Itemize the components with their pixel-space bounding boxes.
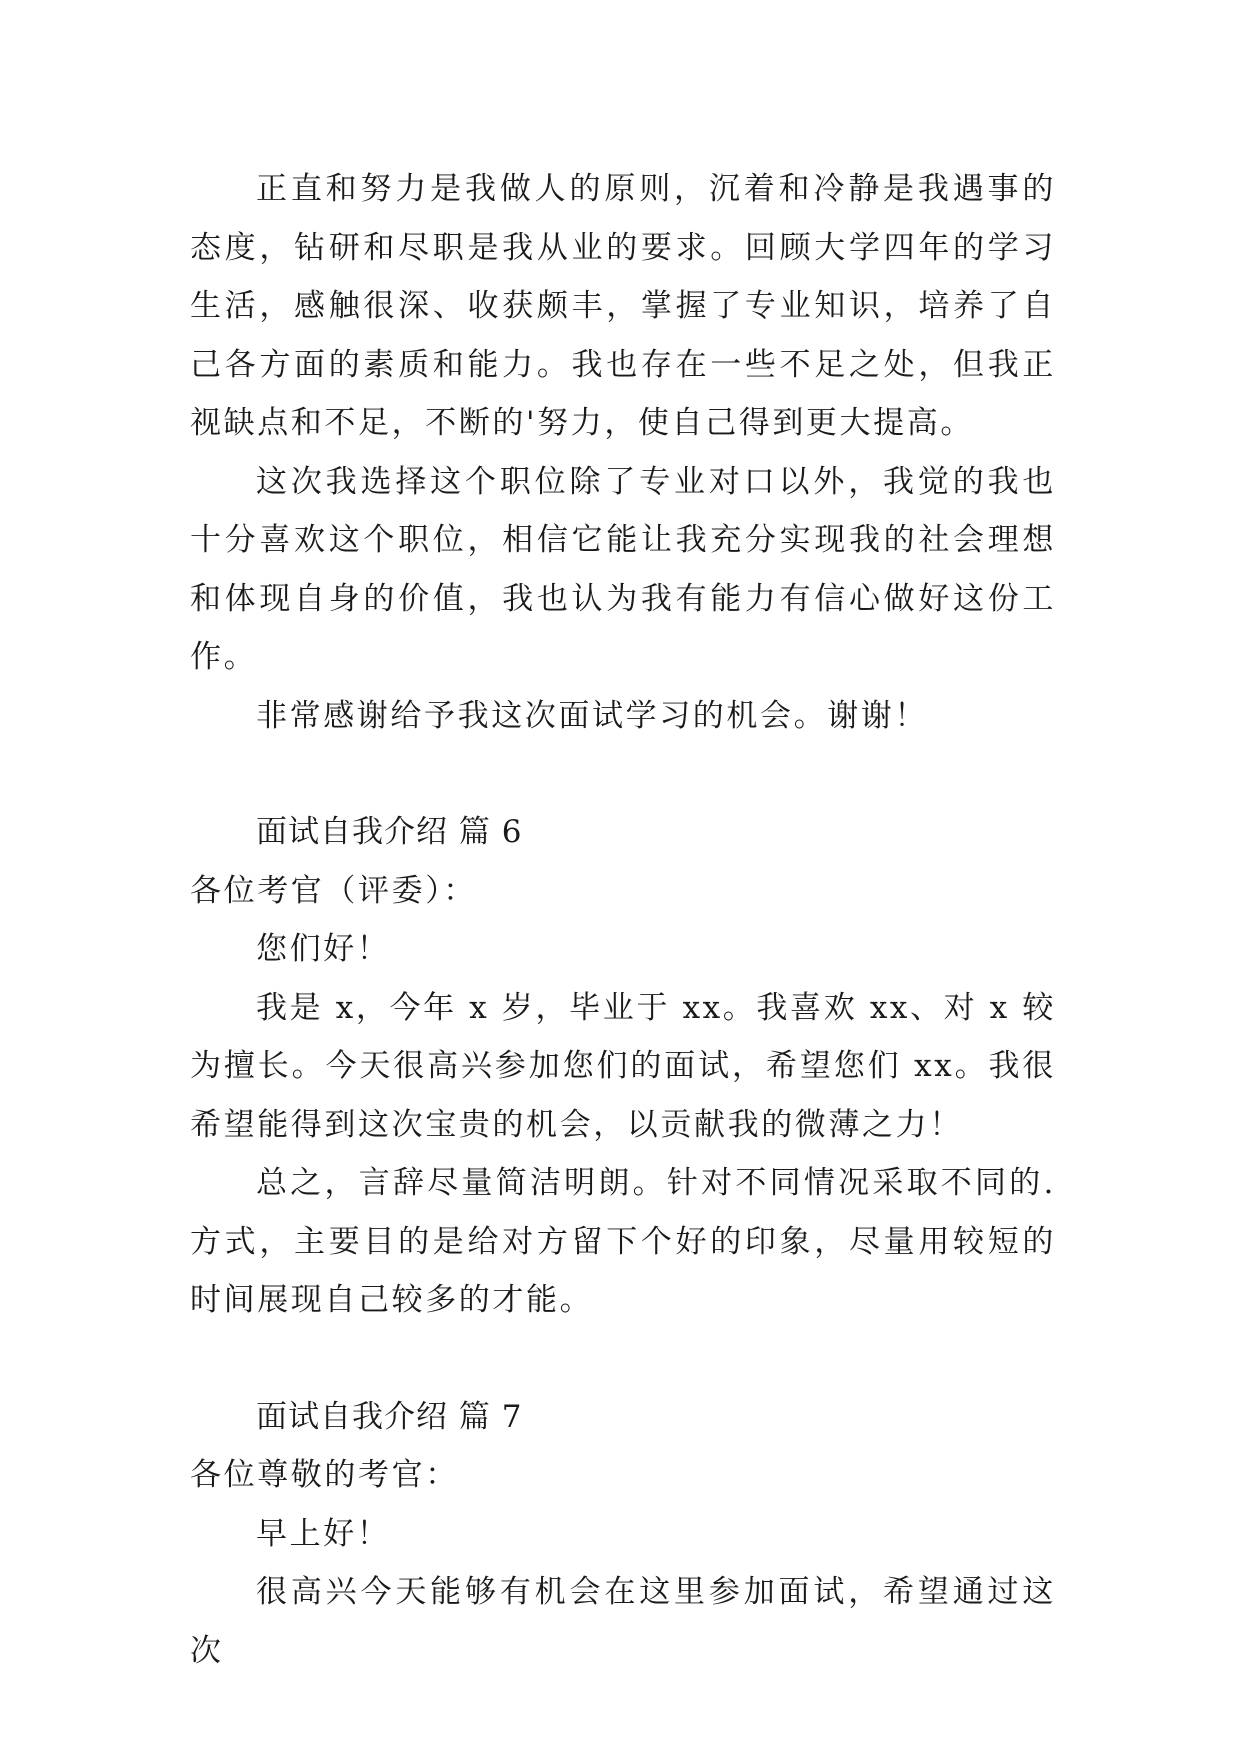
section-heading-7: 面试自我介绍 篇 7 bbox=[256, 1398, 523, 1435]
salutation-6: 各位考官（评委）： bbox=[190, 872, 477, 909]
paragraph-thanks: 非常感谢给予我这次面试学习的机会。谢谢！ bbox=[256, 697, 928, 734]
document-body bbox=[190, 160, 1056, 1680]
paragraph-principles: 正直和努力是我做人的原则，沉着和冷静是我遇事的态度，钻研和尽职是我从业的要求。回顾大学四年的学习生活，感触很深、收获颇丰，掌握了专业知识，培养了自己各方面的素质和能力。我也存在一些不足之处，但我正视缺点和不足，不断的'努力，使自己得到更大提高。 bbox=[190, 171, 1056, 441]
paragraph-opening-7: 很高兴今天能够有机会在这里参加面试，希望通过这次 bbox=[190, 1574, 1056, 1669]
section-heading-6: 面试自我介绍 篇 6 bbox=[256, 814, 523, 850]
greeting-6: 您们好！ bbox=[256, 931, 391, 967]
paragraph-summary-6: 总之，言辞尽量简洁明朗。针对不同情况采取不同的.方式，主要目的是给对方留下个好的印象，尽量用较短的时间展现自己较多的才能。 bbox=[190, 1165, 1056, 1318]
salutation-7: 各位尊敬的考官： bbox=[190, 1457, 459, 1493]
greeting-7: 早上好！ bbox=[256, 1515, 391, 1552]
paragraph-self-intro-6: 我是 x，今年 x 岁，毕业于 xx。我喜欢 xx、对 x 较为擅长。今天很高兴参加您们的面试，希望您们 xx。我很希望能得到这次宝贵的机会，以贡献我的微薄之力！ bbox=[190, 989, 1056, 1143]
paragraph-position-choice: 这次我选择这个职位除了专业对口以外，我觉的我也十分喜欢这个职位，相信它能让我充分实现我的社会理想和体现自身的价值，我也认为我有能力有信心做好这份工作。 bbox=[190, 463, 1056, 675]
